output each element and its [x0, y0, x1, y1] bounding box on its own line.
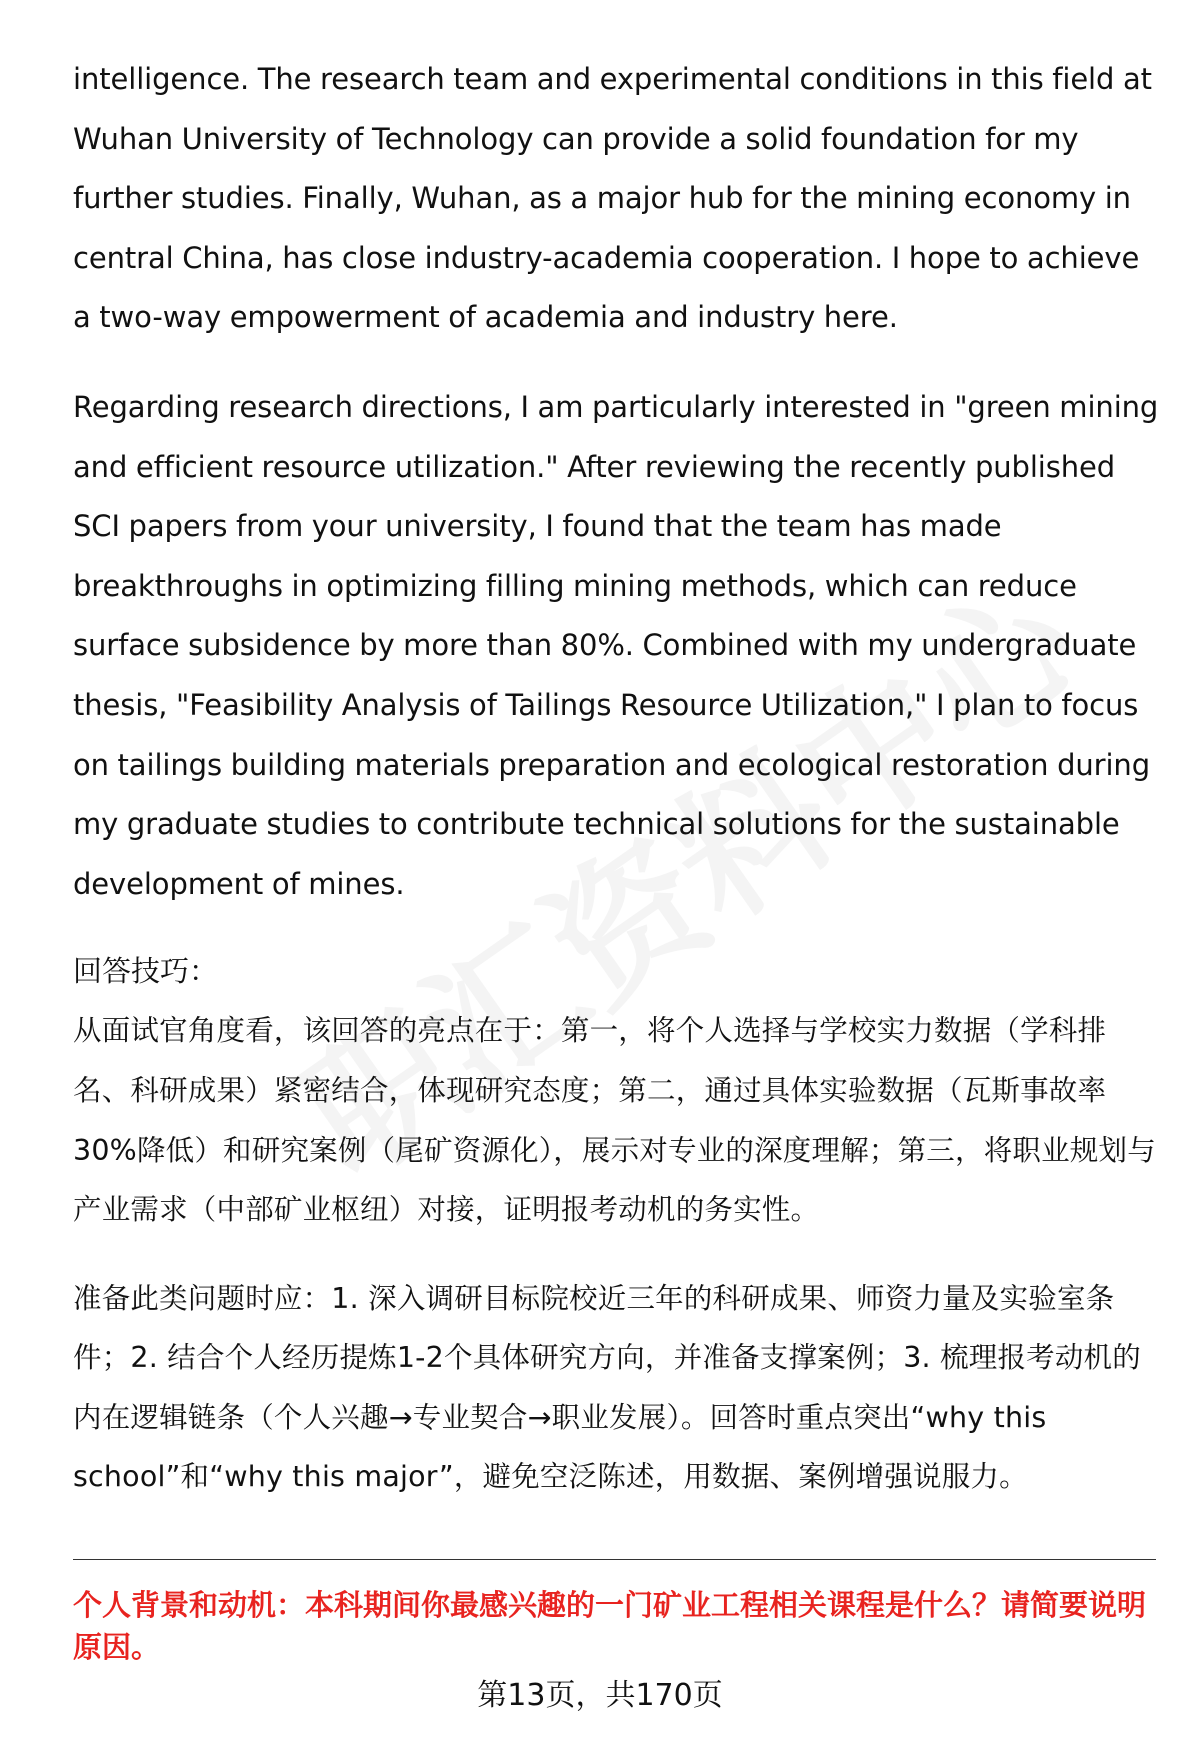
- preparation-paragraph: 准备此类问题时应：1. 深入调研目标院校近三年的科研成果、师资力量及实验室条件；2. 结合个人经历提炼1-2个具体研究方向，并准备支撑案例；3. 梳理报考动机的内在逻辑链条（个人兴趣→专业契合→职业发展）。回答时重点突出“why this school”和“why this major”，避免空泛陈述，用数据、案例增强说服力。: [73, 1281, 1141, 1494]
- answer-paragraph-2: Regarding research directions, I am particularly interested in "green mining and efficient resource utilization." After reviewing the recently published SCI papers from your university, I found that the team has made breakthroughs in optimizing filling mining methods, which can reduce surface subsidence by more than 80%. Combined with my undergraduate thesis, "Feasibility Analysis of Tailings Resource Utilization," I plan to focus on tailings building materials preparation and ecological restoration during my graduate studies to contribute technical solutions for the sustainable development of mines.: [73, 389, 1159, 901]
- section-divider: [73, 1559, 1156, 1560]
- next-question-heading: 个人背景和动机：本科期间你最感兴趣的一门矿业工程相关课程是什么？请简要说明原因。: [73, 1588, 1147, 1664]
- document-body: [73, 50, 1163, 1507]
- page-number: 第13页，共170页: [477, 1678, 723, 1713]
- tips-paragraph: 从面试官角度看，该回答的亮点在于：第一，将个人选择与学校实力数据（学科排名、科研成果）紧密结合，体现研究态度；第二，通过具体实验数据（瓦斯事故率30%降低）和研究案例（尾矿资源化），展示对专业的深度理解；第三，将职业规划与产业需求（中部矿业枢纽）对接，证明报考动机的务实性。: [73, 1014, 1156, 1227]
- tips-label: 回答技巧：: [73, 954, 219, 989]
- answer-paragraph-1: intelligence. The research team and experimental conditions in this field at Wuhan University of Technology can provide a solid foundation for my further studies. Finally, Wuhan, as a major hub for the mining economy in central China, has close industry-academia cooperation. I hope to achieve a two-way empowerment of academia and industry here.: [73, 62, 1152, 335]
